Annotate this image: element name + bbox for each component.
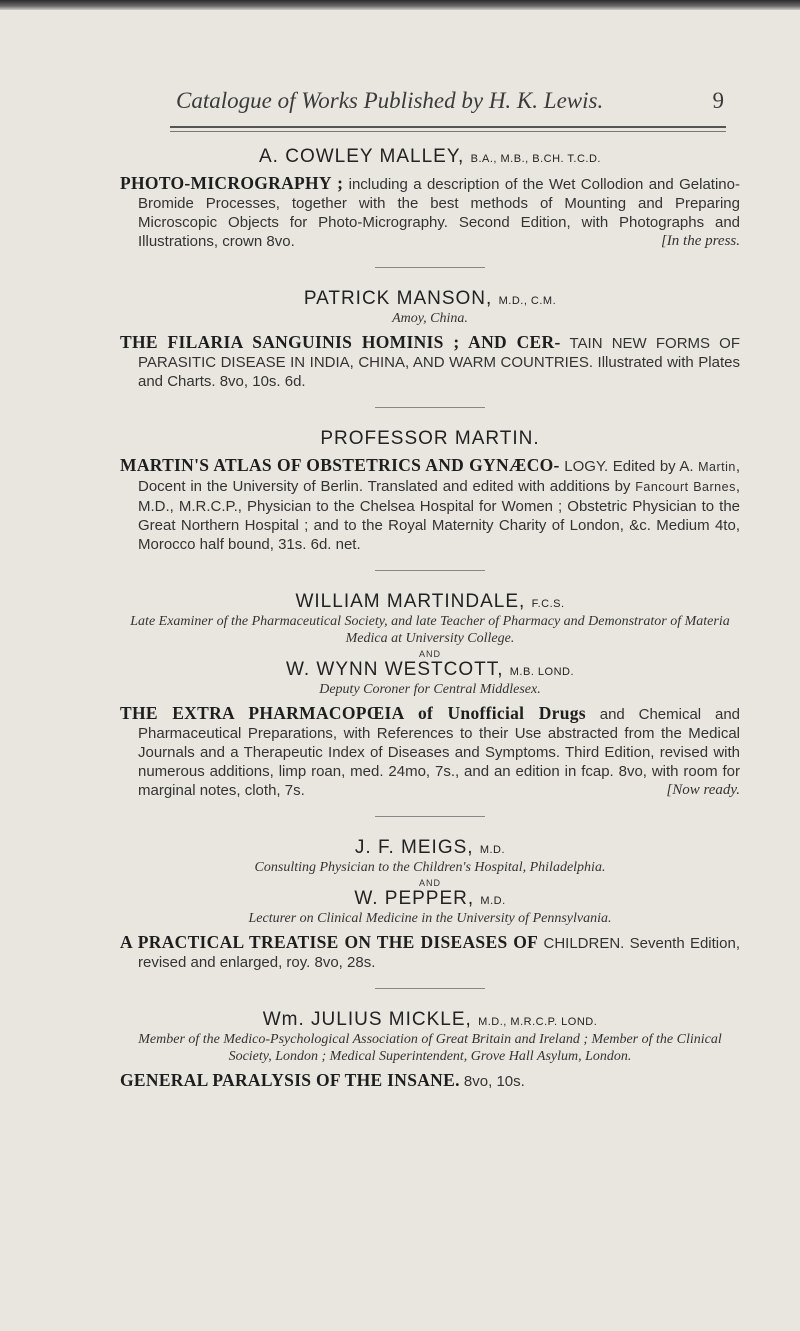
coauthor-line [120,888,740,910]
author-name: WILLIAM MARTINDALE, [295,591,526,612]
catalogue-entry [120,837,740,972]
author-affiliation: Consulting Physician to the Children's Hospital, Philadelphia. [254,860,606,875]
publication-status: [In the press. [660,233,740,249]
entry-text [120,174,740,251]
book-description: LOGY. Edited by A. [564,458,699,475]
coauthor-name: W. WYNN WESTCOTT, [285,659,504,680]
author-affiliation: Late Examiner of the Pharmaceutical Society, and late Teacher of Pharmacy and Demonstrator of Materia Medica at University College. [130,614,730,646]
author-degrees: M.D., M.R.C.P. LOND. [478,1016,598,1028]
author-name: J. F. MEIGS, [354,837,474,858]
coauthor-line [120,659,740,681]
author-name: PROFESSOR MARTIN. [320,428,540,449]
author-name: A. COWLEY MALLEY, [259,146,465,167]
entry-text [120,704,740,800]
catalogue-entry [120,591,740,800]
book-description: CHILDREN. Seventh Edition, revised and enlarged, roy. 8vo, 28s. [138,935,740,971]
translator-name: Fancourt Barnes [635,480,736,494]
separator [375,988,485,989]
author-line [120,837,740,859]
author-degrees: M.D. [479,844,506,856]
editor-name: Martin [698,460,736,474]
running-header [170,88,730,118]
book-title: GENERAL PARALYSIS OF THE INSANE. [120,1070,460,1090]
separator [375,570,485,571]
catalogue-entry [120,146,740,251]
separator [375,407,485,408]
catalogue-entry [120,288,740,391]
book-title: MARTIN'S ATLAS OF OBSTETRICS AND GYNÆCO- [120,455,560,475]
author-degrees: M.D., C.M. [498,295,557,307]
author-affiliation: Member of the Medico-Psychological Association of Great Britain and Ireland ; Member of the Clinical Society, London ; Medical Superintendent, Grove Hall Asylum, London. [138,1032,722,1064]
entry-text [120,933,740,972]
author-line [120,1009,740,1031]
coauthor-affiliation: Lecturer on Clinical Medicine in the University of Pennsylvania. [248,911,612,926]
entry-text [120,456,740,554]
author-line [120,591,740,613]
book-description: TAIN NEW FORMS OF PARASITIC DISEASE IN INDIA, CHINA, AND WARM COUNTRIES. Illustrated with Plates and Charts. 8vo, 10s. 6d. [138,335,741,390]
book-description: and Chemical and Pharmaceutical Preparations, with References to their Use abstracted from the Medical Journals and a Therapeutic Index of Diseases and Symptoms. Third Edition, revised with numerous additions, limp roan, med. 24mo, 7s., and an edition in fcap. 8vo, with room for marginal notes, cloth, 7s. [138,706,740,799]
book-title: PHOTO-MICROGRAPHY ; [120,173,344,193]
coauthor-degrees: M.B. LOND. [509,666,575,678]
author-line [120,288,740,310]
author-name: PATRICK MANSON, [303,288,493,309]
book-description-cont: , Docent in the University of Berlin. Translated and edited with additions by [138,458,741,495]
separator [375,816,485,817]
author-degrees: F.C.S. [531,598,565,610]
page-number: 9 [712,88,724,113]
header-rule-thin [170,131,726,132]
and-connector: AND [418,878,441,888]
author-affiliation: Amoy, China. [392,311,468,326]
book-description: 8vo, 10s. [459,1073,525,1090]
author-name: Wm. JULIUS MICKLE, [262,1009,472,1030]
catalogue-body [120,140,740,1091]
coauthor-name: W. PEPPER, [354,888,475,909]
coauthor-affiliation: Deputy Coroner for Central Middlesex. [319,682,541,697]
entry-text [120,333,740,391]
and-connector: AND [418,649,441,659]
page-top-edge [0,0,800,10]
book-description-end: , M.D., M.R.C.P., Physician to the Chelsea Hospital for Women ; Obstetric Physician to the Great Northern Hospital ; and to the Royal Maternity Charity of London, &c. Medium 4to, Morocco half bound, 31s. 6d. net. [138,478,740,553]
book-description: including a description of the Wet Collodion and Gelatino-Bromide Processes, together with the best methods of Mounting and Preparing Microscopic Objects for Photo-Micrography. Second Edition, with Photographs and Illustrations, crown 8vo. [138,176,740,250]
catalogue-entry [120,428,740,554]
separator [375,267,485,268]
entry-text [120,1071,740,1091]
header-rule [170,126,726,128]
author-line [120,146,740,168]
book-title: THE FILARIA SANGUINIS HOMINIS ; AND CER- [120,332,561,352]
book-title: A PRACTICAL TREATISE ON THE DISEASES OF [120,932,539,952]
author-degrees: B.A., M.B., B.CH. T.C.D. [470,153,601,165]
running-title: Catalogue of Works Published by H. K. Lewis. [176,88,604,113]
author-line [120,428,740,450]
coauthor-degrees: M.D. [480,895,506,907]
catalogue-entry [120,1009,740,1091]
publication-status: [Now ready. [666,782,740,798]
book-title: THE EXTRA PHARMACOPŒIA of Unofficial Drugs [120,703,586,723]
